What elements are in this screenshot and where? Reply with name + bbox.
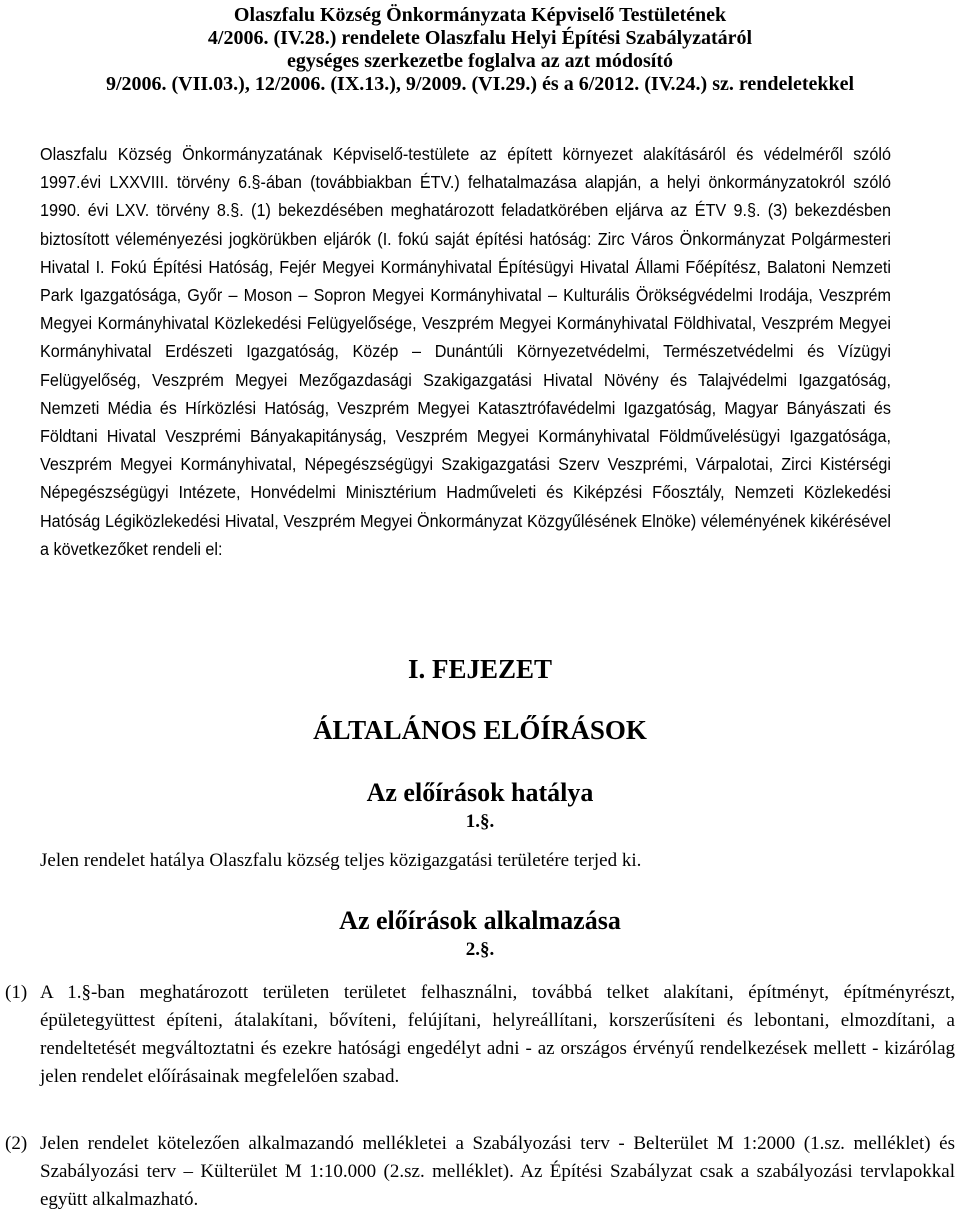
header-line-4: 9/2006. (VII.03.), 12/2006. (IX.13.), 9/2009. (VI.29.) és a 6/2012. (IV.24.) sz. rendeletekkel — [105, 73, 855, 95]
header-line-3: egységes szerkezetbe foglalva az azt módosító — [287, 50, 673, 72]
subsection-heading-application: Az előírások alkalmazása — [339, 906, 621, 935]
document-header — [40, 4, 920, 96]
list-item-number: (2) — [5, 1133, 28, 1154]
paragraph-number-2: 2.§. — [465, 939, 495, 960]
scope-text: Jelen rendelet hatálya Olaszfalu község teljes közigazgatási területére terjed ki. — [40, 850, 642, 871]
paragraph-number-1: 1.§. — [465, 811, 495, 832]
section-heading: ÁLTALÁNOS ELŐÍRÁSOK — [313, 715, 647, 745]
header-line-1: Olaszfalu Község Önkormányzata Képviselő Testületének — [233, 4, 727, 26]
header-line-2: 4/2006. (IV.28.) rendelete Olaszfalu Helyi Építési Szabályzatáról — [207, 27, 753, 49]
chapter-heading: I. FEJEZET — [407, 654, 553, 684]
list-item-text: Jelen rendelet kötelezően alkalmazandó mellékletei a Szabályozási terv - Belterület M 1:2000 (1.sz. melléklet) és Szabályozási terv – Külterület M 1:10.000 (2.sz. melléklet). Az Építési Szabályzat csak a szabályozási tervlapokkal együtt alkalmazható. — [40, 1133, 955, 1210]
preamble-paragraph: Olaszfalu Község Önkormányzatának Képviselő-testülete az épített környezet alakításáról és védelméről szóló 1997.évi LXXVIII. törvény 6.§-ában (továbbiakban ÉTV.) felhatalmazása alapján, a helyi önkormányzatokról szóló 1990. évi LXV. törvény 8.§. (1) bekezdésében meghatározott feladatkörében eljárva az ÉTV 9.§. (3) bekezdésben biztosított véleményezési jogkörükben eljárók (I. fokú saját építési hatóság: Zirc Város Önkormányzat Polgármesteri Hivatal I. Fokú Építési Hatóság, Fejér Megyei Kormányhivatal Építésügyi Hivatal Állami Főépítész, Balatoni Nemzeti Park Igazgatósága, Győr – Moson – Sopron Megyei Kormányhivatal – Kulturális Örökségvédelmi Irodája, Veszprém Megyei Kormányhivatal Közlekedési Felügyelősége, Veszprém Megyei Kormányhivatal Földhivatal, Veszprém Megyei Kormányhivatal Erdészeti Igazgatóság, Közép – Dunántúli Környezetvédelmi, Természetvédelmi és Vízügyi Felügyelőség, Veszprém Megyei Mezőgazdasági Szakigazgatási Hivatal Növény és Talajvédelmi Igazgatóság, Nemzeti Média és Hírközlési Hatóság, Veszprém Megyei Katasztrófavédelmi Igazgatóság, Magyar Bányászati és Földtani Hivatal Veszprémi Bányakapitányság, Veszprém Megyei Kormányhivatal Földművelésügyi Igazgatósága, Veszprém Megyei Kormányhivatal, Népegészségügyi Szakigazgatási Szerv Veszprémi, Várpalotai, Zirci Kistérségi Népegészségügyi Intézete, Honvédelmi Minisztérium Hadműveleti és Kiképzési Főosztály, Nemzeti Közlekedési Hatóság Légiközlekedési Hivatal, Veszprém Megyei Önkormányzat Közgyűlésének Elnöke) véleményének kikérésével a következőket rendeli el: — [40, 144, 891, 559]
list-item-number: (1) — [5, 982, 28, 1003]
subsection-heading-scope: Az előírások hatálya — [366, 778, 594, 807]
list-item-text: A 1.§-ban meghatározott területen területet felhasználni, továbbá telket alakítani, építményt, építményrészt, épületegyüttest építeni, átalakítani, bővíteni, felújítani, helyreállítani, korszerűsíteni és lebontani, elmozdítani, a rendeltetését megváltoztatni és ezekre hatósági engedélyt adni - az országos érvényű rendelkezések mellett - kizárólag jelen rendelet előírásainak megfelelően szabad. — [40, 982, 955, 1087]
